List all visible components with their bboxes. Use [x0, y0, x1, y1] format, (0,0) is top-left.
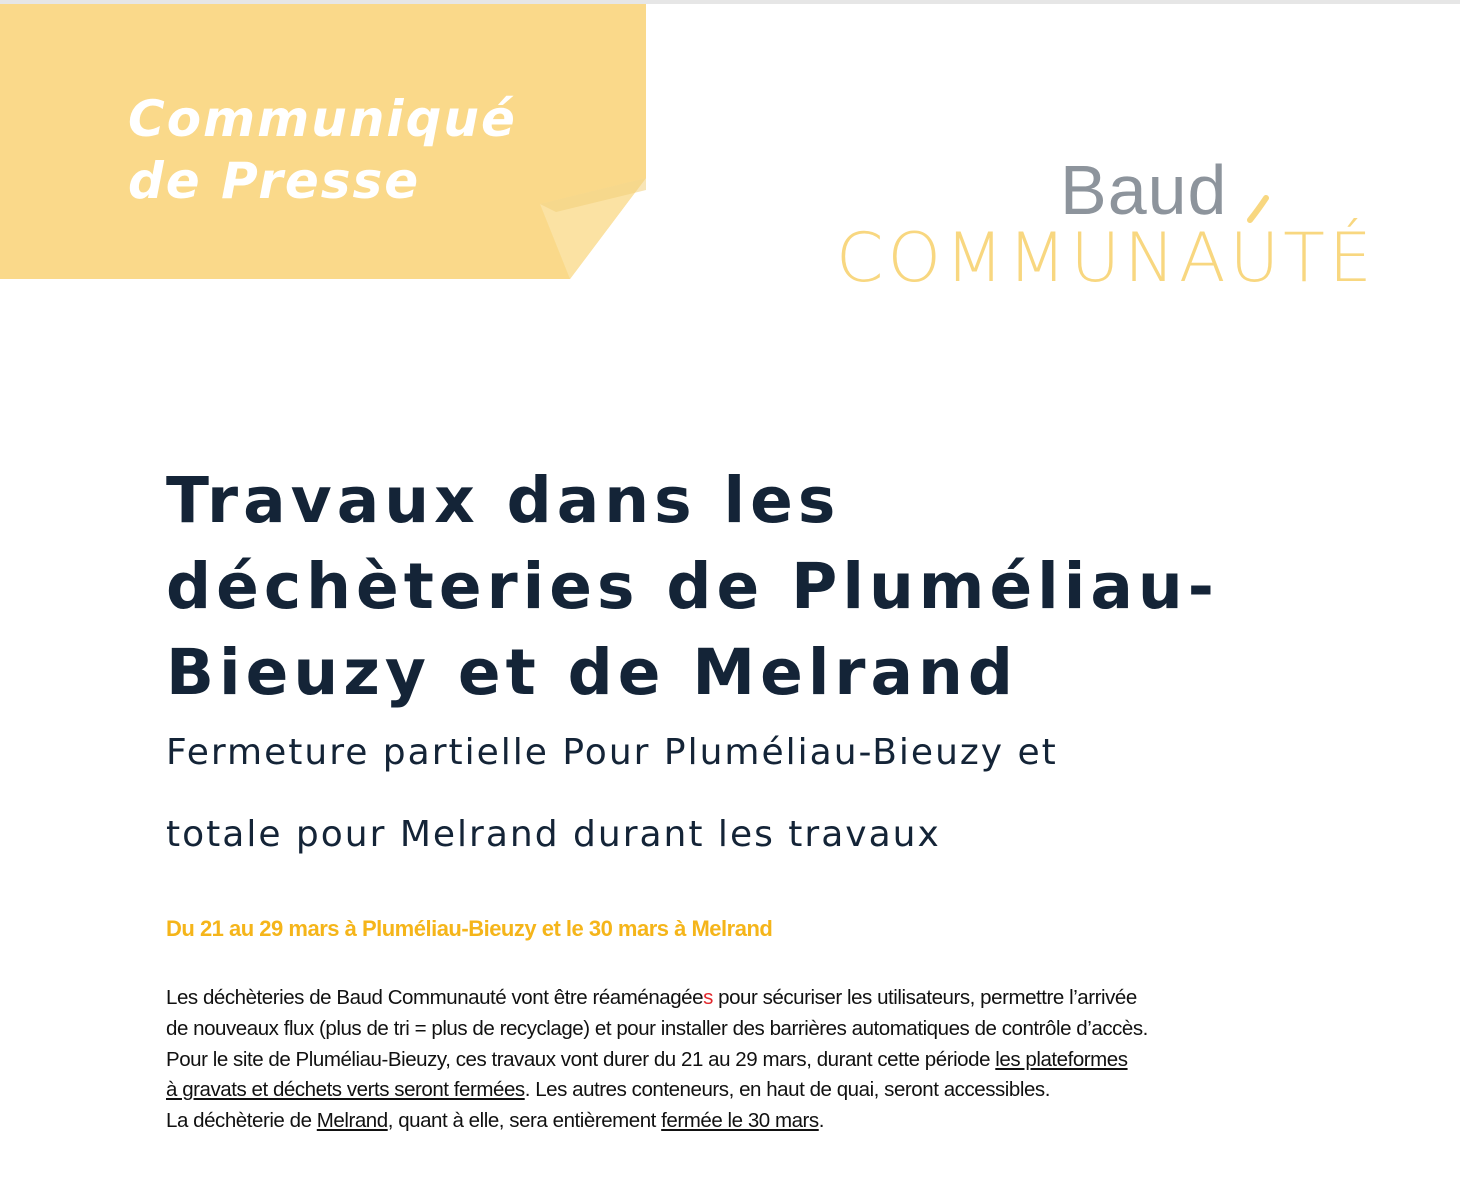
body-line-4	[166, 1075, 1316, 1106]
title-line-1: Travaux dans les	[166, 464, 841, 537]
subtitle-line-1: Fermeture partielle Pour Pluméliau-Bieuzy et	[166, 732, 1058, 773]
body-line-3	[166, 1045, 1316, 1076]
subtitle	[166, 712, 1316, 876]
underlined-text: les plateformes	[995, 1047, 1128, 1071]
logo-word-communaute: COMMUNAUTÉ	[836, 219, 1376, 298]
body-text-segment: . Les autres conteneurs, en haut de quai, seront accessibles.	[524, 1078, 1050, 1102]
baud-communaute-logo	[836, 150, 1376, 300]
body-text-segment: Pour le site de Pluméliau-Bieuzy, ces travaux vont durer du 21 au 29 mars, durant cette période	[166, 1047, 996, 1071]
red-letter: s	[703, 986, 713, 1009]
subtitle-line-2: totale pour Melrand durant les travaux	[166, 814, 941, 855]
body-line-5	[166, 1106, 1316, 1137]
date-highlight: Du 21 au 29 mars à Pluméliau-Bieuzy et le 30 mars à Melrand	[166, 916, 773, 941]
body-text-segment: pour sécuriser les utilisateurs, permettre l’arrivée	[712, 986, 1137, 1009]
page-title	[166, 458, 1316, 716]
logo-word-baud: Baud	[1060, 151, 1228, 229]
body-text-segment: Les déchèteries de Baud Communauté vont être réaménagée	[166, 986, 704, 1009]
body-line-2: de nouveaux flux (plus de tri = plus de recyclage) et pour installer des barrières automatiques de contrôle d’accès.	[166, 1016, 1148, 1040]
underlined-melrand: Melrand	[316, 1109, 388, 1133]
press-release-label	[128, 88, 517, 212]
underlined-text: à gravats et déchets verts seront fermées	[166, 1078, 525, 1102]
press-release-line-1: Communiqué	[128, 90, 517, 148]
title-line-3: Bieuzy et de Melrand	[166, 636, 1018, 709]
title-line-2: déchèteries de Pluméliau-	[166, 550, 1219, 623]
press-release-line-2: de Presse	[128, 152, 421, 210]
body-text-segment: La déchèterie de	[166, 1109, 317, 1133]
body-line-1	[166, 983, 1316, 1014]
body-paragraph	[166, 983, 1316, 1137]
underlined-closure-date: fermée le 30 mars	[661, 1109, 819, 1133]
body-text-segment: , quant à elle, sera entièrement	[387, 1109, 662, 1133]
body-text-segment: .	[818, 1109, 824, 1133]
